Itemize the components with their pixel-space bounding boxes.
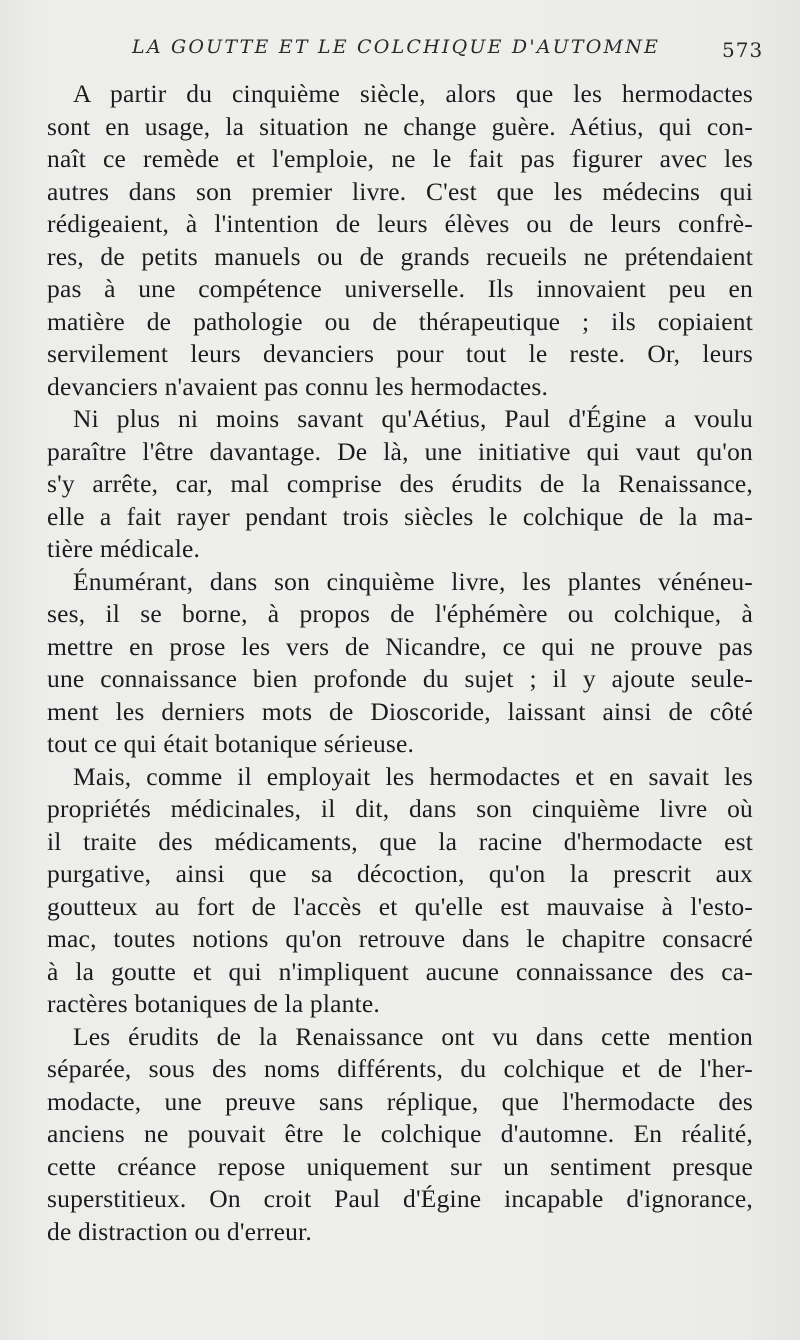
text-line: A partir du cinquième siècle, alors que les hermodactes <box>73 79 753 108</box>
text-line: à la goutte et qui n'impliquent aucune connaissance des ca- <box>47 956 753 986</box>
text-line: matière de pathologie ou de thérapeutique ; ils copiaient <box>47 306 753 336</box>
text-line: mac, toutes notions qu'on retrouve dans le chapitre consacré <box>47 924 753 953</box>
paragraph <box>47 566 753 761</box>
paragraph <box>47 1021 753 1249</box>
text-line: autres dans son premier livre. C'est que les médecins qui <box>47 176 753 206</box>
text-line: devanciers n'avaient pas connu les hermodactes. <box>47 371 549 401</box>
text-line: pas à une compétence universelle. Ils innovaient peu en <box>47 274 753 303</box>
text-line: Les érudits de la Renaissance ont vu dans cette mention <box>73 1021 753 1051</box>
text-line: s'y arrête, car, mal comprise des érudits de la Renaissance, <box>47 469 753 498</box>
text-line: rédigeaient, à l'intention de leurs élèves ou de leurs confrè- <box>47 209 753 238</box>
text-line: ment les derniers mots de Dioscoride, laissant ainsi de côté <box>47 696 753 726</box>
text-line: Ni plus ni moins savant qu'Aétius, Paul d'Égine a voulu <box>73 404 753 433</box>
text-line: purgative, ainsi que sa décoction, qu'on la prescrit aux <box>47 859 753 888</box>
text-line: goutteux au fort de l'accès et qu'elle est mauvaise à l'esto- <box>47 891 753 921</box>
text-line: sont en usage, la situation ne change guère. Aétius, qui con- <box>47 111 753 141</box>
running-head <box>0 36 800 60</box>
paragraph <box>47 403 753 566</box>
text-line: tout ce qui était botanique sérieuse. <box>47 729 415 758</box>
text-line: naît ce remède et l'emploie, ne le fait pas figurer avec les <box>47 144 753 173</box>
text-line: elle a fait rayer pendant trois siècles le colchique de la ma- <box>47 501 753 531</box>
text-line: de distraction ou d'erreur. <box>47 1216 312 1246</box>
text-line: une connaissance bien profonde du sujet ; il y ajoute seule- <box>47 664 753 693</box>
text-line: res, de petits manuels ou de grands recueils ne prétendaient <box>47 241 753 271</box>
text-line: mettre en prose les vers de Nicandre, ce qui ne prouve pas <box>47 631 753 661</box>
text-line: ractères botaniques de la plante. <box>47 989 380 1018</box>
text-line: Mais, comme il employait les hermodactes et en savait les <box>73 761 753 791</box>
text-line: il traite des médicaments, que la racine d'hermodacte est <box>47 826 753 856</box>
text-line: paraître l'être davantage. De là, une initiative qui vaut qu'on <box>47 436 753 466</box>
text-line: tière médicale. <box>47 534 201 563</box>
text-line: cette créance repose uniquement sur un sentiment presque <box>47 1151 753 1181</box>
text-line: anciens ne pouvait être le colchique d'automne. En réalité, <box>47 1119 753 1148</box>
body-text <box>47 78 753 1248</box>
running-title: LA GOUTTE ET LE COLCHIQUE D'AUTOMNE <box>132 36 661 58</box>
text-line: ses, il se borne, à propos de l'éphémère ou colchique, à <box>47 599 753 628</box>
text-line: séparée, sous des noms différents, du colchique et de l'her- <box>47 1054 753 1083</box>
paragraph <box>47 761 753 1021</box>
text-line: superstitieux. On croit Paul d'Égine incapable d'ignorance, <box>47 1184 753 1213</box>
paragraph <box>47 78 753 403</box>
text-line: servilement leurs devanciers pour tout le reste. Or, leurs <box>47 339 753 368</box>
text-line: propriétés médicinales, il dit, dans son cinquième livre où <box>47 794 753 823</box>
page-number: 573 <box>722 38 764 62</box>
text-line: Énumérant, dans son cinquième livre, les plantes vénéneu- <box>73 566 753 596</box>
text-line: modacte, une preuve sans réplique, que l'hermodacte des <box>47 1086 753 1116</box>
